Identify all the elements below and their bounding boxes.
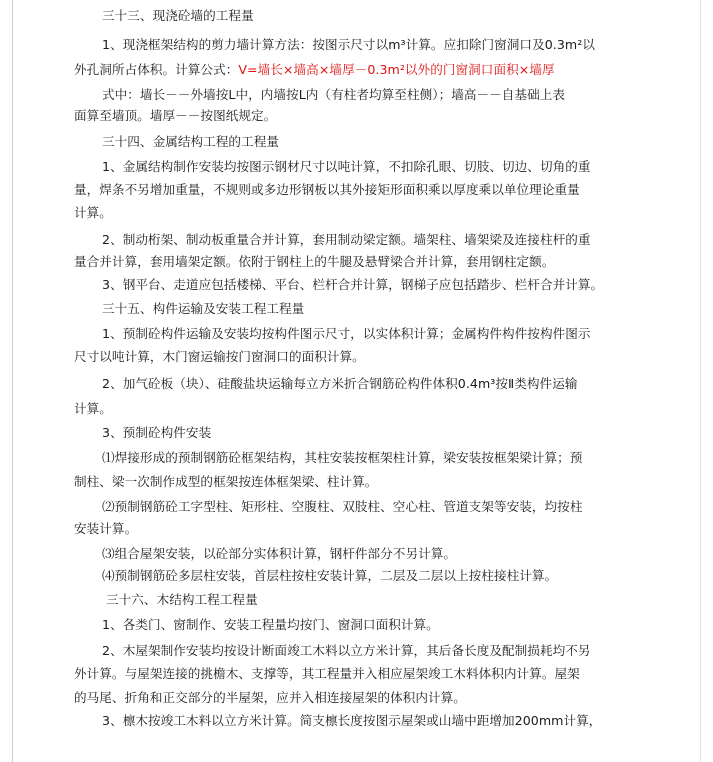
section-35-item-3-4-line-1: ⑷预制钢筋砼多层柱安装，首层柱按柱安装计算，二层及二层以上按柱接柱计算。	[102, 568, 558, 583]
section-36-heading: 三十六、木结构工程工程量	[106, 592, 258, 607]
section-35-item-3-heading: 3、预制砼构件安装	[102, 425, 212, 440]
section-34-heading: 三十四、金属结构工程的工程量	[102, 134, 280, 149]
volume-formula: V=墙长×墙高×墙厚－0.3m²以外的门窗洞口面积×墙厚	[238, 62, 555, 77]
section-34-paragraph-1-line-1: 1、金属结构制作安装均按图示钢材尺寸以吨计算，不扣除孔眼、切肢、切边、切角的重	[102, 159, 591, 174]
section-36-paragraph-2-line-1: 2、木屋架制作安装均按设计断面竣工木料以立方米计算，其后备长度及配制损耗均不另	[102, 643, 591, 658]
formula-label: 外孔洞所占体积。计算公式：	[74, 62, 239, 77]
section-33-paragraph-1-line-2	[74, 62, 555, 78]
section-35-item-3-3-line-1: ⑶组合屋架安装，以砼部分实体积计算，钢杆件部分不另计算。	[102, 546, 457, 561]
page-right-border	[700, 0, 701, 762]
section-36-paragraph-3-line-1: 3、檩木按竣工木料以立方米计算。简支檩长度按图示屋架或山墙中距增加200mm计算，	[102, 713, 602, 728]
section-35-paragraph-2-line-1: 2、加气砼板（块）、硅酸盐块运输每立方米折合钢筋砼构件体积0.4m³按Ⅱ类构件运输	[102, 376, 578, 391]
section-36-paragraph-1-line-1: 1、各类门、窗制作、安装工程量均按门、窗洞口面积计算。	[102, 617, 439, 632]
section-34-paragraph-2-line-1: 2、制动桁架、制动板重量合并计算，套用制动梁定额。墙架柱、墙架梁及连接柱杆的重	[102, 232, 591, 247]
section-35-item-3-1-line-2: 制柱、梁一次制作成型的框架按连体框架梁、柱计算。	[74, 474, 378, 489]
section-35-item-3-1-line-1: ⑴焊接形成的预制钢筋砼框架结构，其柱安装按框架柱计算，梁安装按框架梁计算；预	[102, 450, 583, 465]
section-34-paragraph-2-line-2: 量合并计算，套用墙架定额。依附于钢柱上的牛腿及悬臂梁合并计算，套用钢柱定额。	[74, 254, 555, 269]
section-35-paragraph-1-line-2: 尺寸以吨计算，木门窗运输按门窗洞口的面积计算。	[74, 349, 365, 364]
page-left-border	[12, 0, 13, 762]
section-36-paragraph-2-line-3: 的马尾、折角和正交部分的半屋架，应并入相连接屋架的体积内计算。	[74, 690, 466, 705]
section-36-paragraph-2-line-2: 外计算。与屋架连接的挑檐木、支撑等，其工程量并入相应屋架竣工木料体积内计算。屋架	[74, 666, 580, 681]
section-33-paragraph-1-line-1: 1、现浇框架结构的剪力墙计算方法：按图示尺寸以m³计算。应扣除门窗洞口及0.3m²以	[102, 37, 595, 52]
section-35-heading: 三十五、构件运输及安装工程工程量	[102, 301, 305, 316]
section-33-heading: 三十三、现浇砼墙的工程量	[102, 8, 254, 23]
section-35-paragraph-2-line-2: 计算。	[74, 401, 112, 416]
section-35-paragraph-1-line-1: 1、预制砼构件运输及安装均按构件图示尺寸，以实体积计算；金属构件构件按构件图示	[102, 326, 591, 341]
section-34-paragraph-1-line-3: 计算。	[74, 205, 112, 220]
section-34-paragraph-3-line-1: 3、钢平台、走道应包括楼梯、平台、栏杆合并计算，钢梯子应包括踏步、栏杆合并计算。	[102, 277, 604, 292]
section-33-paragraph-2-line-1: 式中：墙长－－外墙按L中，内墙按L内（有柱者均算至柱侧）；墙高－－自基础上表	[102, 87, 566, 102]
section-33-paragraph-2-line-2: 面算至墙顶。墙厚－－按图纸规定。	[74, 108, 277, 123]
section-35-item-3-2-line-2: 安装计算。	[74, 521, 138, 536]
section-34-paragraph-1-line-2: 量，焊条不另增加重量，不规则或多边形钢板以其外接矩形面积乘以厚度乘以单位理论重量	[74, 182, 580, 197]
section-35-item-3-2-line-1: ⑵预制钢筋砼工字型柱、矩形柱、空腹柱、双肢柱、空心柱、管道支架等安装，均按柱	[102, 499, 583, 514]
